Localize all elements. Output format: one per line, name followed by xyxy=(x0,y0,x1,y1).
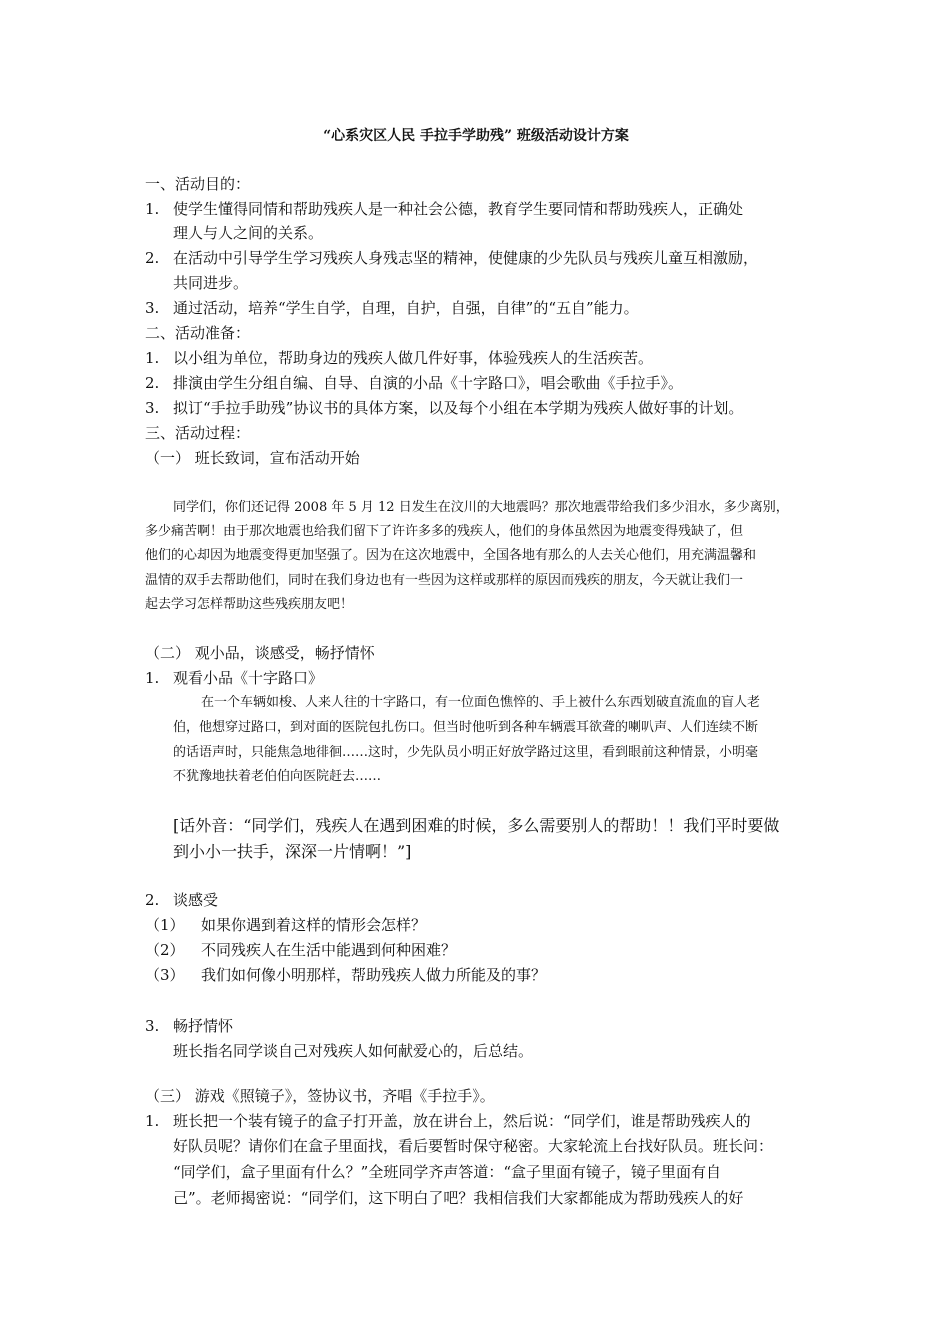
question-number: （2） xyxy=(145,941,185,959)
item-number: 1. xyxy=(145,669,160,687)
section-heading-preparation: 二、活动准备： xyxy=(145,324,251,342)
item-text-continued: 己”。老师揭密说：“同学们，这下明白了吧？我相信我们大家都能成为帮助残疾人的好 xyxy=(173,1189,744,1207)
list-item xyxy=(145,371,683,395)
question-number: （3） xyxy=(145,966,185,984)
voiceover-line: [话外音：“同学们，残疾人在遇到困难的时候，多么需要别人的帮助！！我们平时要做 xyxy=(173,816,780,835)
item-text: 在活动中引导学生学习残疾人身残志坚的精神，使健康的少先队员与残疾儿童互相激励， xyxy=(173,249,759,267)
list-item xyxy=(145,246,758,270)
subsection-heading: （二） 观小品，谈感受，畅抒情怀 xyxy=(145,644,375,662)
item-text-continued: “同学们，盒子里面有什么？”全班同学齐声答道：“盒子里面有镜子，镜子里面有自 xyxy=(173,1163,722,1181)
list-item xyxy=(145,888,218,912)
voiceover-line: 到小小一扶手，深深一片情啊！”] xyxy=(173,842,412,861)
subsection-heading: （三） 游戏《照镜子》，签协议书，齐唱《手拉手》。 xyxy=(145,1087,495,1105)
section-heading-process: 三、活动过程： xyxy=(145,424,251,442)
item-text-continued: 好队员呢？请你们在盒子里面找，看后要暂时保守秘密。大家轮流上台找好队员。班长问： xyxy=(173,1137,774,1155)
section-heading-purpose: 一、活动目的： xyxy=(145,175,251,193)
item-number: 2. xyxy=(145,249,160,267)
question-item xyxy=(145,938,456,962)
item-number: 3. xyxy=(145,299,160,317)
item-number: 1. xyxy=(145,349,160,367)
item-text: 使学生懂得同情和帮助残疾人是一种社会公德，教育学生要同情和帮助残疾人，正确处 xyxy=(173,200,744,218)
item-text: 排演由学生分组自编、自导、自演的小品《十字路口》，唱会歌曲《手拉手》。 xyxy=(173,374,684,392)
speech-paragraph-line: 温情的双手去帮助他们，同时在我们身边也有一些因为这样或那样的原因而残疾的朋友，今天就让我们一 xyxy=(145,573,744,588)
list-item xyxy=(145,1014,233,1038)
question-item xyxy=(145,963,546,987)
item-text: 拟订“手拉手助残”协议书的具体方案，以及每个小组在本学期为残疾人做好事的计划。 xyxy=(173,399,744,417)
list-item xyxy=(145,296,639,320)
document-title: “心系灾区人民 手拉手学助残” 班级活动设计方案 xyxy=(323,128,629,144)
item-text: 观看小品《十字路口》 xyxy=(173,669,324,687)
question-item xyxy=(145,913,426,937)
question-number: （1） xyxy=(145,916,185,934)
question-text: 我们如何像小明那样，帮助残疾人做力所能及的事？ xyxy=(201,966,547,984)
skit-paragraph-line: 不犹豫地扶着老伯伯向医院赶去…… xyxy=(173,769,382,784)
list-item xyxy=(145,197,743,221)
item-text: 畅抒情怀 xyxy=(173,1017,234,1035)
skit-paragraph-line: 伯，他想穿过路口，到对面的医院包扎伤口。但当时他听到各种车辆震耳欲聋的喇叭声、人们连续不断 xyxy=(173,720,759,735)
speech-paragraph-line: 同学们，你们还记得 2008 年 5 月 12 日发生在汶川的大地震吗？那次地震带给我们多少泪水，多少离别， xyxy=(173,500,789,515)
item-text-continued: 班长指名同学谈自己对残疾人如何献爱心的，后总结。 xyxy=(173,1042,534,1060)
list-item xyxy=(145,396,743,420)
question-text: 不同残疾人在生活中能遇到何种困难？ xyxy=(201,941,457,959)
list-item xyxy=(145,1109,751,1133)
speech-paragraph-line: 起去学习怎样帮助这些残疾朋友吧！ xyxy=(145,597,354,612)
speech-paragraph-line: 多少痛苦啊！由于那次地震也给我们留下了许许多多的残疾人，他们的身体虽然因为地震变得残缺了，但 xyxy=(145,524,744,539)
item-number: 2. xyxy=(145,374,160,392)
item-text-continued: 共同进步。 xyxy=(173,274,249,292)
item-text: 谈感受 xyxy=(173,891,219,909)
item-text: 以小组为单位，帮助身边的残疾人做几件好事，体验残疾人的生活疾苦。 xyxy=(173,349,654,367)
list-item xyxy=(145,666,323,690)
skit-paragraph-line: 在一个车辆如梭、人来人往的十字路口，有一位面色憔悴的、手上被什么东西划破直流血的盲人老 xyxy=(201,695,761,710)
item-text: 班长把一个装有镜子的盒子打开盖，放在讲台上，然后说：“同学们，谁是帮助残疾人的 xyxy=(173,1112,751,1130)
item-number: 3. xyxy=(145,399,160,417)
speech-paragraph-line: 他们的心却因为地震变得更加坚强了。因为在这次地震中，全国各地有那么的人去关心他们，用充满温馨和 xyxy=(145,548,757,563)
item-number: 1. xyxy=(145,200,160,218)
item-text: 通过活动，培养“学生自学，自理，自护，自强，自律”的“五自”能力。 xyxy=(173,299,639,317)
question-text: 如果你遇到着这样的情形会怎样？ xyxy=(201,916,427,934)
list-item xyxy=(145,346,653,370)
item-text-continued: 理人与人之间的关系。 xyxy=(173,224,324,242)
subsection-heading: （一） 班长致词，宣布活动开始 xyxy=(145,449,360,467)
skit-paragraph-line: 的话语声时，只能焦急地徘徊……这时，少先队员小明正好放学路过这里，看到眼前这种情景，小明毫 xyxy=(173,745,759,760)
item-number: 2. xyxy=(145,891,160,909)
item-number: 3. xyxy=(145,1017,160,1035)
item-number: 1. xyxy=(145,1112,160,1130)
